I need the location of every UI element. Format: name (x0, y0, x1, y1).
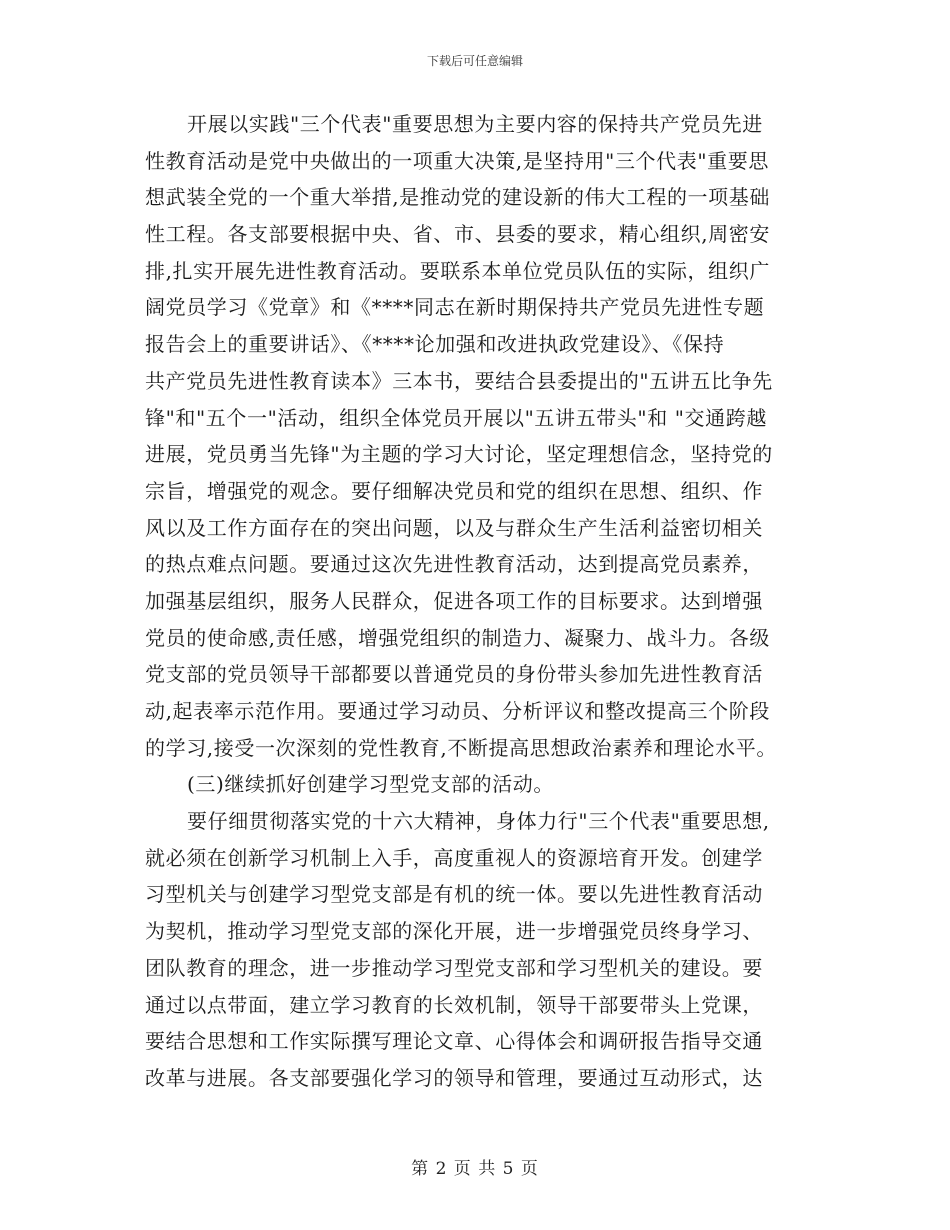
text-line: 的热点难点问题。要通过这次先进性教育活动，达到提高党员素养， (145, 552, 763, 577)
text-line: 想武装全党的一个重大举措,是推动党的建设新的伟大工程的一项基础 (145, 185, 770, 210)
text-line: 的学习,接受一次深刻的党性教育,不断提高思想政治素养和理论水平。 (145, 735, 777, 760)
text-line: 通过以点带面，建立学习教育的长效机制，领导干部要带头上党课， (145, 992, 763, 1017)
text-line: 改革与进展。各支部要强化学习的领导和管理，要通过互动形式，达 (145, 1065, 763, 1090)
text-line: 报告会上的重要讲话》、《****论加强和改进执政党建设》、《保持 (145, 332, 725, 357)
document-body (145, 106, 807, 1097)
text-line: 性教育活动是党中央做出的一项重大决策,是坚持用"三个代表"重要思 (145, 148, 769, 173)
text-line: 排,扎实开展先进性教育活动。要联系本单位党员队伍的实际，组织广 (145, 258, 770, 283)
page-footer: 第 2 页 共 5 页 (411, 1159, 539, 1179)
text-line: 党员的使命感,责任感，增强党组织的制造力、凝聚力、战斗力。各级 (145, 625, 770, 650)
text-line: 要结合思想和工作实际撰写理论文章、心得体会和调研报告指导交通 (145, 1029, 763, 1054)
text-line: 进展，党员勇当先锋"为主题的学习大讨论，坚定理想信念，坚持党的 (145, 442, 773, 467)
text-line: 锋"和"五个一"活动，组织全体党员开展以"五讲五带头"和 "交通跨越 (145, 405, 767, 430)
text-line: 宗旨，增强党的观念。要仔细解决党员和党的组织在思想、组织、作 (145, 478, 763, 503)
text-line: 开展以实践"三个代表"重要思想为主要内容的保持共产党员先进 (187, 112, 763, 136)
text-line: 动,起表率示范作用。要通过学习动员、分析评议和整改提高三个阶段 (145, 699, 770, 723)
text-line: 加强基层组织，服务人民群众，促进各项工作的目标要求。达到增强 (145, 588, 763, 613)
text-line: 习型机关与创建学习型党支部是有机的统一体。要以先进性教育活动 (145, 882, 763, 907)
text-line: 就必须在创新学习机制上入手，高度重视人的资源培育开发。创建学 (145, 845, 763, 870)
text-line: (三)继续抓好创建学习型党支部的活动。 (187, 772, 555, 797)
text-line: 性工程。各支部要根据中央、省、市、县委的要求，精心组织,周密安 (145, 222, 770, 247)
text-line: 党支部的党员领导干部都要以普通党员的身份带头参加先进性教育活 (145, 662, 763, 687)
page-header: 下载后可任意编辑 (426, 54, 523, 68)
text-line: 为契机，推动学习型党支部的深化开展，进一步增强党员终身学习、 (145, 919, 763, 944)
text-line: 共产党员先进性教育读本》三本书，要结合县委提出的"五讲五比争先 (145, 368, 773, 393)
text-line: 要仔细贯彻落实党的十六大精神，身体力行"三个代表"重要思想, (187, 809, 770, 834)
text-line: 阔党员学习《党章》和《****同志在新时期保持共产党员先进性专题 (145, 295, 765, 320)
text-line: 风以及工作方面存在的突出问题，以及与群众生产生活利益密切相关 (145, 515, 763, 540)
text-line: 团队教育的理念，进一步推动学习型党支部和学习型机关的建设。要 (145, 955, 763, 980)
